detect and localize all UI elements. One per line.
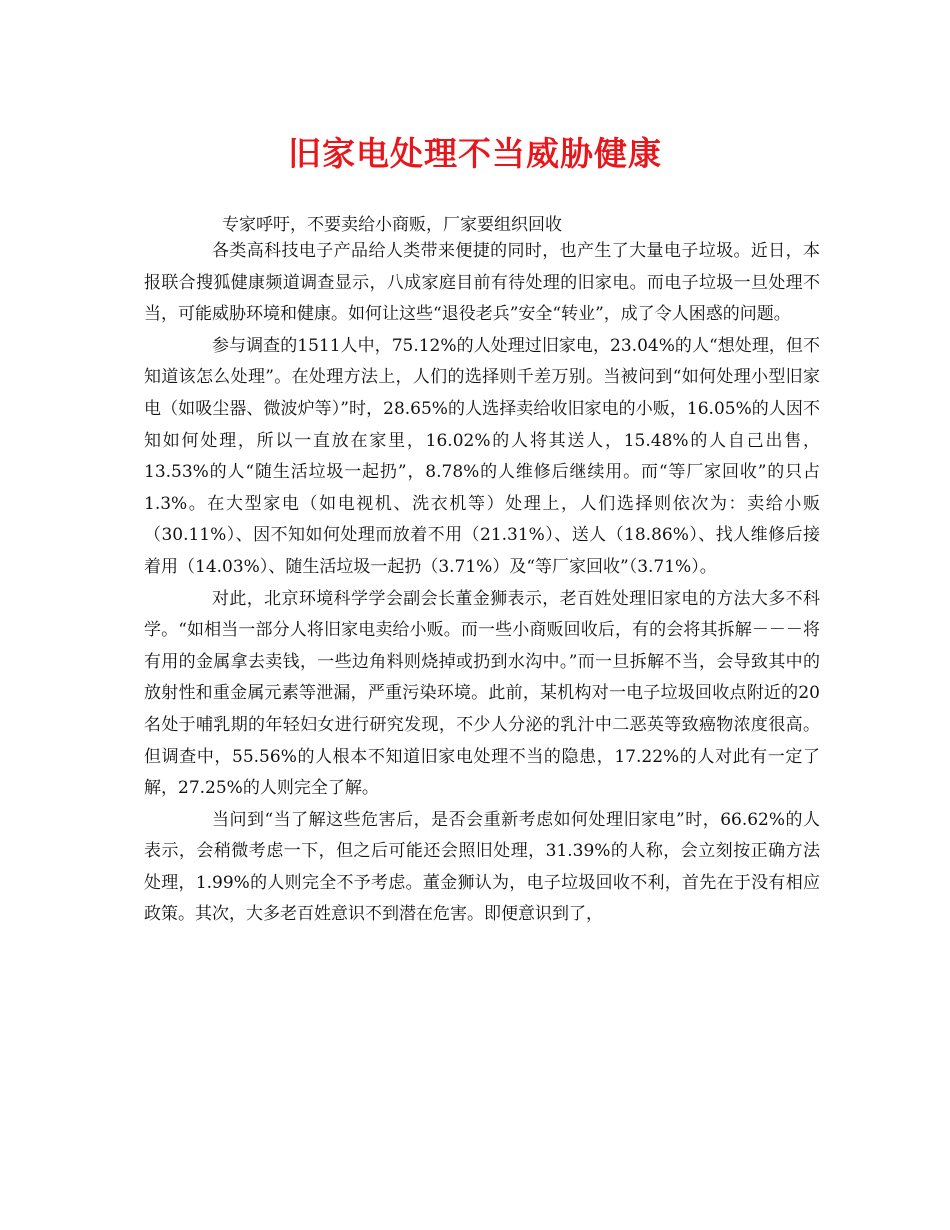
paragraph: 当问到“当了解这些危害后，是否会重新考虑如何处理旧家电”时，66.62%的人表示，会稍微考虑一下，但之后可能还会照旧处理，31.39%的人称，会立刻按正确方法处理，1.99%的人则完全不予考虑。董金狮认为，电子垃圾回收不利，首先在于没有相应政策。其次，大多老百姓意识不到潜在危害。即便意识到了， bbox=[144, 809, 820, 925]
paragraph: 对此，北京环境科学学会副会长董金狮表示，老百姓处理旧家电的方法大多不科学。“如相当一部分人将旧家电卖给小贩。而一些小商贩回收后，有的会将其拆解－－－将有用的金属拿去卖钱，一些边角料则烧掉或扔到水沟中。”而一旦拆解不当，会导致其中的放射性和重金属元素等泄漏，严重污染环境。此前，某机构对一电子垃圾回收点附近的20名处于哺乳期的年轻妇女进行研究发现，不少人分泌的乳汁中二恶英等致癌物浓度很高。但调查中，55.56%的人根本不知道旧家电处理不当的隐患，17.22%的人对此有一定了解，27.25%的人则完全了解。 bbox=[144, 588, 820, 799]
paragraph: 各类高科技电子产品给人类带来便捷的同时，也产生了大量电子垃圾。近日，本报联合搜狐健康频道调查显示，八成家庭目前有待处理的旧家电。而电子垃圾一旦处理不当，可能威胁环境和健康。如何让这些“退役老兵”安全“转业”，成了令人困惑的问题。 bbox=[144, 241, 820, 325]
paragraph: 参与调查的1511人中，75.12%的人处理过旧家电，23.04%的人“想处理，但不知道该怎么处理”。在处理方法上，人们的选择则千差万别。当被问到“如何处理小型旧家电（如吸尘器、微波炉等）”时，28.65%的人选择卖给收旧家电的小贩，16.05%的人因不知如何处理，所以一直放在家里，16.02%的人将其送人，15.48%的人自己出售，13.53%的人“随生活垃圾一起扔”，8.78%的人维修后继续用。而“等厂家回收”的只占1.3%。在大型家电（如电视机、洗衣机等）处理上，人们选择则依次为：卖给小贩（30.11%）、因不知如何处理而放着不用（21.31%）、送人（18.86%）、找人维修后接着用（14.03%）、随生活垃圾一起扔（3.71%）及“等厂家回收”（3.71%）。 bbox=[144, 335, 820, 577]
article-title: 旧家电处理不当威胁健康 bbox=[288, 134, 662, 173]
article-body bbox=[144, 236, 820, 931]
article-subtitle: 专家呼吁，不要卖给小商贩，厂家要组织回收 bbox=[222, 215, 562, 235]
